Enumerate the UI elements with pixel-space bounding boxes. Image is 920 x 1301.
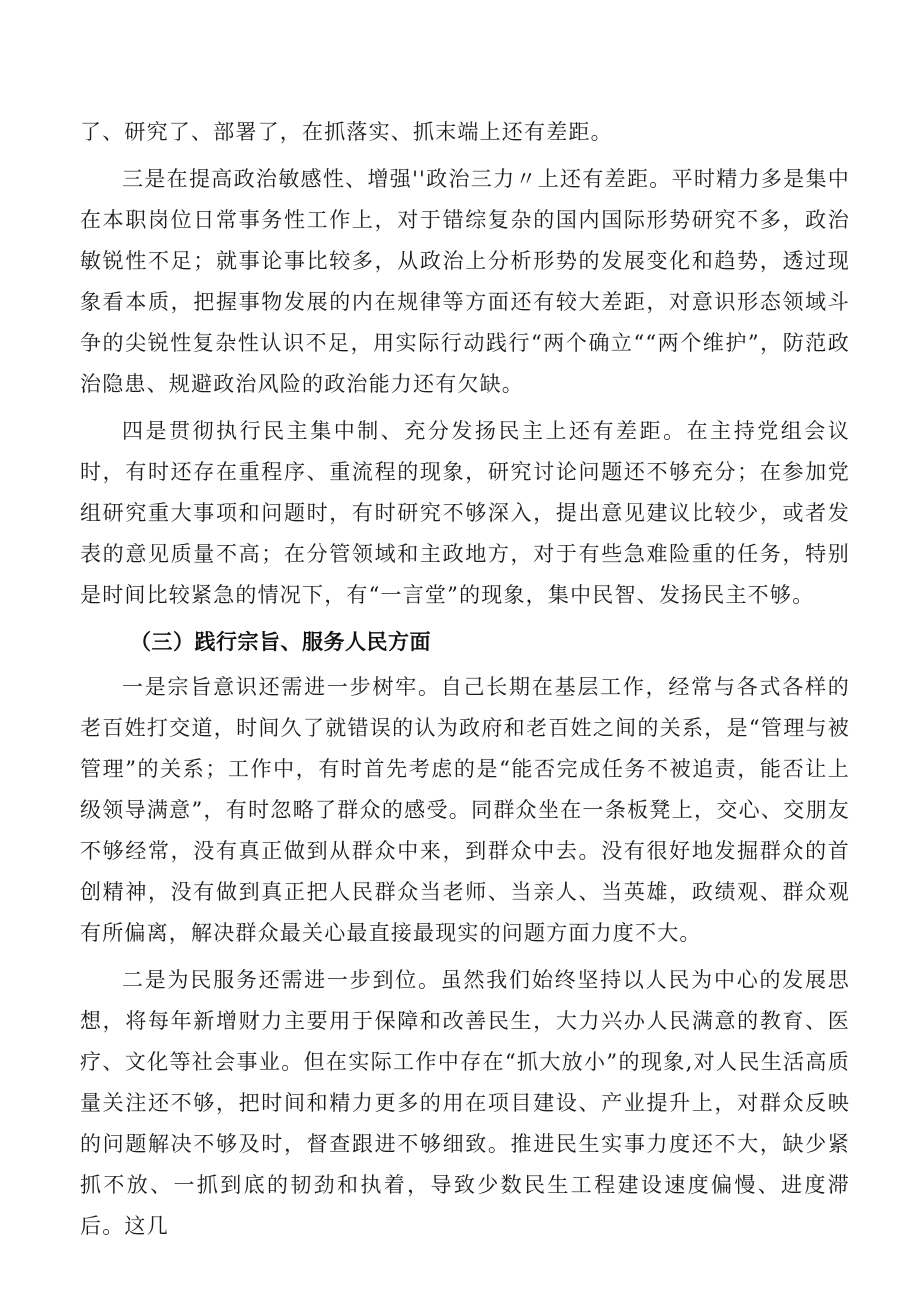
paragraph-democratic-centralism: 四是贯彻执行民主集中制、充分发扬民主上还有差距。在主持党组会议时，有时还存在重程序、重流程的现象，研究讨论问题还不够充分；在参加党组研究重大事项和问题时，有时研究不够深入，提出意见建议比较少，或者发表的意见质量不高；在分管领域和主政地方，对于有些急难险重的任务，特别是时间比较紧急的情况下，有“一言堂”的现象，集中民智、发扬民主不够。 bbox=[80, 419, 850, 607]
paragraph-political-sensitivity: 三是在提高政治敏感性、增强''政治三力〃上还有差距。平时精力多是集中在本职岗位日常事务性工作上，对于错综复杂的国内国际形势研究不多，政治敏锐性不足；就事论事比较多，从政治上分析形势的发展变化和趋势，透过现象看本质，把握事物发展的内在规律等方面还有较大差距，对意识形态领域斗争的尖锐性复杂性认识不足，用实际行动践行“两个确立““两个维护”，防范政治隐患、规避政治风险的政治能力还有欠缺。 bbox=[80, 167, 850, 396]
paragraph-purpose-awareness: 一是宗旨意识还需进一步树牢。自己长期在基层工作，经常与各式各样的老百姓打交道，时间久了就错误的认为政府和老百姓之间的关系，是“管理与被管理”的关系；工作中，有时首先考虑的是“能否完成任务不被追责，能否让上级领导满意”，有时忽略了群众的感受。同群众坐在一条板凳上，交心、交朋友不够经常，没有真正做到从群众中来，到群众中去。没有很好地发掘群众的首创精神，没有做到真正把人民群众当老师、当亲人、当英雄，政绩观、群众观有所偏离，解决群众最关心最直接最现实的问题方面力度不大。 bbox=[80, 675, 850, 945]
paragraph-continuation: 了、研究了、部署了，在抓落实、抓末端上还有差距。 bbox=[80, 120, 613, 144]
paragraph-serving-people: 二是为民服务还需进一步到位。虽然我们始终坚持以人民为中心的发展思想，将每年新增财力主要用于保障和改善民生，大力兴办人民满意的教育、医疗、文化等社会事业。但在实际工作中存在“抓大放小”的现象,对人民生活高质量关注还不够，把时间和精力更多的用在项目建设、产业提升上，对群众反映的问题解决不够及时，督查跟进不够细致。推进民生实事力度还不大，缺少紧抓不放、一抓到底的韧劲和执着，导致少数民生工程建设速度偏慢、进度滞后。这几 bbox=[80, 968, 850, 1238]
document-body bbox=[80, 112, 850, 1253]
section-heading: （三）践行宗旨、服务人民方面 bbox=[130, 630, 431, 654]
